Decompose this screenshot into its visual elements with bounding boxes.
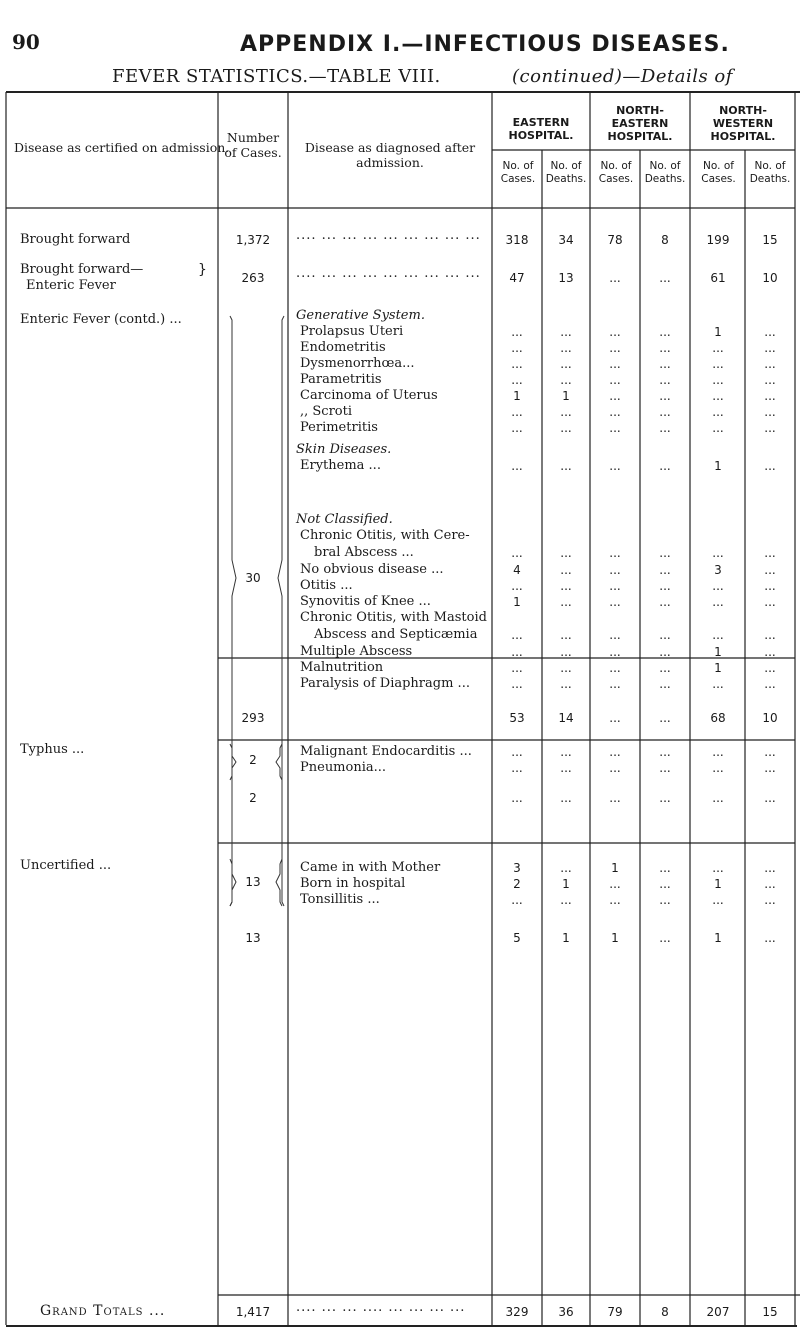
- not-classified-row-cell: ...: [511, 645, 523, 659]
- subtotal-typhus-num: 2: [249, 791, 257, 805]
- not-classified-row-label-cont: bral Abscess ...: [314, 545, 414, 560]
- row-num-brought-forward-enteric: 263: [241, 271, 265, 285]
- not-classified-row-cell: ...: [560, 563, 572, 577]
- header-eastern-hospital: EASTERN HOSPITAL.: [508, 116, 574, 142]
- uncertified-row-cell: ...: [609, 893, 621, 907]
- subtotal-uncertified-num: 13: [245, 931, 261, 945]
- not-classified-row-label: Otitis ...: [300, 578, 353, 593]
- generative-row-cell: ...: [659, 405, 671, 419]
- uncertified-row-label: Tonsillitis ...: [300, 892, 380, 907]
- generative-row-cell: ...: [659, 389, 671, 403]
- generative-row-cell: ...: [560, 405, 572, 419]
- uncertified-row-label: Born in hospital: [300, 876, 406, 891]
- cell: 78: [607, 233, 623, 247]
- not-classified-row-cell: 1: [513, 595, 521, 609]
- cell: 318: [505, 233, 529, 247]
- row-num-enteric-contd: 30: [245, 571, 261, 585]
- not-classified-row-cell: ...: [712, 628, 724, 642]
- generative-row-cell: 1: [562, 389, 570, 403]
- typhus-row-label: Malignant Endocarditis ...: [300, 744, 472, 759]
- not-classified-row-cell: ...: [659, 677, 671, 691]
- brace-icon: }: [198, 262, 207, 278]
- uncertified-row-cell: ...: [659, 877, 671, 891]
- cell: 47: [509, 271, 525, 285]
- header-north-western-cases: No. of Cases.: [701, 160, 736, 185]
- not-classified-row-cell: 4: [513, 563, 521, 577]
- cell: 34: [558, 233, 574, 247]
- not-classified-row-cell: ...: [764, 546, 776, 560]
- cell: 68: [710, 711, 726, 725]
- not-classified-row-cell: ...: [609, 546, 621, 560]
- typhus-row-cell: ...: [659, 745, 671, 759]
- cell: 53: [509, 711, 525, 725]
- section-skin: Skin Diseases.: [296, 442, 392, 457]
- grand-total-cell: 79: [607, 1305, 623, 1319]
- leader-dots: .... ... ... ... ... ... ... ... ...: [296, 228, 481, 243]
- header-disease-diagnosed: Disease as diagnosed after admission.: [304, 140, 476, 170]
- uncertified-row-cell: ...: [764, 877, 776, 891]
- not-classified-row-cell: ...: [764, 661, 776, 675]
- not-classified-row-cell: ...: [560, 579, 572, 593]
- table-title-main: FEVER STATISTICS.—TABLE VIII.: [112, 66, 441, 87]
- cell: 13: [558, 271, 574, 285]
- generative-row-label: Prolapsus Uteri: [300, 324, 404, 339]
- subtotal-uncertified-cell: 1: [562, 931, 570, 945]
- generative-row-cell: ...: [764, 405, 776, 419]
- cell: 10: [762, 711, 778, 725]
- not-classified-row-cell: ...: [609, 677, 621, 691]
- generative-row-cell: ...: [712, 341, 724, 355]
- uncertified-row-cell: ...: [560, 861, 572, 875]
- subtotal-typhus-cell: ...: [659, 791, 671, 805]
- header-north-western-deaths: No. of Deaths.: [749, 160, 791, 185]
- generative-row-cell: ...: [609, 325, 621, 339]
- generative-row-cell: ...: [511, 373, 523, 387]
- uncertified-row-cell: 1: [714, 877, 722, 891]
- not-classified-row-label: Malnutrition: [300, 660, 384, 675]
- header-north-western-hospital: NORTH-WESTERN HOSPITAL.: [710, 104, 776, 143]
- row-label-brought-forward-1: Brought forward—: [20, 262, 144, 277]
- generative-row-cell: ...: [764, 421, 776, 435]
- typhus-row-cell: ...: [764, 745, 776, 759]
- generative-row-cell: ...: [712, 357, 724, 371]
- not-classified-row-cell: ...: [712, 677, 724, 691]
- typhus-row-cell: ...: [609, 745, 621, 759]
- generative-row-cell: ...: [659, 325, 671, 339]
- not-classified-row-cell: ...: [659, 661, 671, 675]
- generative-row-cell: ...: [609, 373, 621, 387]
- skin-row-label: Erythema ...: [300, 458, 381, 473]
- generative-row-cell: ...: [511, 421, 523, 435]
- generative-row-cell: ...: [609, 341, 621, 355]
- not-classified-row-cell: ...: [560, 595, 572, 609]
- cell: ...: [659, 711, 671, 725]
- subtotal-typhus-cell: ...: [712, 791, 724, 805]
- generative-row-cell: ...: [609, 389, 621, 403]
- generative-row-cell: ...: [659, 421, 671, 435]
- subtotal-uncertified-cell: ...: [764, 931, 776, 945]
- generative-row-label: Dysmenorrhœa...: [300, 356, 415, 371]
- not-classified-row-label: No obvious disease ...: [300, 562, 444, 577]
- not-classified-row-cell: 1: [714, 661, 722, 675]
- not-classified-row-cell: 1: [714, 645, 722, 659]
- typhus-row-label: Pneumonia...: [300, 760, 387, 775]
- skin-row-cell: ...: [659, 459, 671, 473]
- grand-total-cell: 36: [558, 1305, 574, 1319]
- cell: 14: [558, 711, 574, 725]
- subtotal-typhus-cell: ...: [511, 791, 523, 805]
- typhus-row-cell: ...: [764, 761, 776, 775]
- subtotal-enteric-num: 293: [241, 711, 265, 725]
- generative-row-cell: ...: [764, 389, 776, 403]
- not-classified-row-cell: ...: [659, 645, 671, 659]
- skin-row-cell: ...: [511, 459, 523, 473]
- not-classified-row-cell: ...: [560, 677, 572, 691]
- generative-row-cell: ...: [560, 421, 572, 435]
- not-classified-row-cell: ...: [764, 645, 776, 659]
- uncertified-row-cell: ...: [659, 893, 671, 907]
- subtotal-uncertified-cell: 1: [611, 931, 619, 945]
- generative-row-cell: ...: [712, 389, 724, 403]
- generative-row-cell: ...: [609, 357, 621, 371]
- not-classified-row-cell: ...: [560, 628, 572, 642]
- uncertified-row-cell: 1: [562, 877, 570, 891]
- skin-row-cell: ...: [609, 459, 621, 473]
- subtotal-typhus-cell: ...: [764, 791, 776, 805]
- not-classified-row-cell: ...: [511, 628, 523, 642]
- uncertified-row-cell: 1: [611, 861, 619, 875]
- not-classified-row-cell: ...: [764, 579, 776, 593]
- generative-row-cell: ...: [659, 373, 671, 387]
- not-classified-row-cell: ...: [659, 628, 671, 642]
- generative-row-label: ,, Scroti: [300, 404, 353, 419]
- leader-dots: .... ... ... .... ... ... ... ...: [296, 1300, 466, 1315]
- not-classified-row-cell: ...: [609, 661, 621, 675]
- section-not-classified: Not Classified.: [296, 512, 393, 527]
- uncertified-row-cell: 2: [513, 877, 521, 891]
- cell: 10: [762, 271, 778, 285]
- row-label-typhus: Typhus ...: [20, 742, 85, 757]
- typhus-row-cell: ...: [609, 761, 621, 775]
- not-classified-row-cell: ...: [764, 595, 776, 609]
- cell: ...: [609, 711, 621, 725]
- not-classified-row-cell: ...: [511, 579, 523, 593]
- not-classified-row-cell: ...: [659, 563, 671, 577]
- not-classified-row-cell: ...: [712, 546, 724, 560]
- typhus-row-cell: ...: [560, 761, 572, 775]
- generative-row-cell: 1: [513, 389, 521, 403]
- not-classified-row-cell: ...: [609, 645, 621, 659]
- generative-row-cell: ...: [764, 341, 776, 355]
- generative-row-cell: ...: [560, 341, 572, 355]
- typhus-row-cell: ...: [560, 745, 572, 759]
- generative-row-cell: ...: [560, 373, 572, 387]
- not-classified-row-cell: ...: [712, 595, 724, 609]
- row-label-uncertified: Uncertified ...: [20, 858, 112, 873]
- not-classified-row-cell: ...: [659, 546, 671, 560]
- section-generative: Generative System.: [296, 308, 425, 323]
- cell: 15: [762, 233, 778, 247]
- not-classified-row-cell: ...: [511, 546, 523, 560]
- not-classified-row-cell: ...: [560, 661, 572, 675]
- header-north-eastern-deaths: No. of Deaths.: [644, 160, 686, 185]
- row-num-typhus: 2: [249, 753, 257, 767]
- generative-row-cell: ...: [511, 357, 523, 371]
- not-classified-row-label: Paralysis of Diaphragm ...: [300, 676, 470, 691]
- generative-row-cell: ...: [511, 341, 523, 355]
- uncertified-row-cell: ...: [659, 861, 671, 875]
- not-classified-row-cell: ...: [712, 579, 724, 593]
- header-north-eastern-cases: No. of Cases.: [598, 160, 634, 185]
- subtotal-typhus-cell: ...: [560, 791, 572, 805]
- header-disease-certified: Disease as certified on admission.: [14, 140, 230, 155]
- generative-row-label: Parametritis: [300, 372, 382, 387]
- uncertified-row-cell: ...: [560, 893, 572, 907]
- generative-row-cell: ...: [764, 325, 776, 339]
- grand-total-cell: 329: [505, 1305, 529, 1319]
- not-classified-row-label-cont: Abscess and Septicæmia: [314, 627, 478, 642]
- generative-row-label: Endometritis: [300, 340, 386, 355]
- table-title-continued: (continued)—Details of: [512, 66, 733, 87]
- row-num-grand-totals: 1,417: [235, 1305, 271, 1319]
- header-north-eastern-hospital: NORTH-EASTERN HOSPITAL.: [607, 104, 673, 143]
- generative-row-cell: ...: [712, 405, 724, 419]
- cell: ...: [609, 271, 621, 285]
- not-classified-row-cell: ...: [609, 579, 621, 593]
- generative-row-cell: 1: [714, 325, 722, 339]
- leader-dots: .... ... ... ... ... ... ... ... ...: [296, 266, 481, 281]
- row-num-uncertified: 13: [245, 875, 261, 889]
- not-classified-row-cell: ...: [659, 579, 671, 593]
- not-classified-row-cell: ...: [764, 563, 776, 577]
- row-label-brought-forward: Brought forward: [20, 232, 131, 247]
- not-classified-row-label: Synovitis of Knee ...: [300, 594, 431, 609]
- cell: ...: [659, 271, 671, 285]
- not-classified-row-cell: ...: [609, 563, 621, 577]
- generative-row-cell: ...: [560, 357, 572, 371]
- page-number: 90: [12, 30, 40, 54]
- not-classified-row-label: Chronic Otitis, with Mastoid: [300, 610, 487, 625]
- generative-row-cell: ...: [609, 421, 621, 435]
- uncertified-row-cell: ...: [712, 893, 724, 907]
- generative-row-label: Carcinoma of Uterus: [300, 388, 438, 403]
- uncertified-row-cell: 3: [513, 861, 521, 875]
- skin-row-cell: 1: [714, 459, 722, 473]
- row-label-brought-forward-2: Enteric Fever: [26, 278, 116, 293]
- generative-row-cell: ...: [659, 341, 671, 355]
- uncertified-row-label: Came in with Mother: [300, 860, 441, 875]
- skin-row-cell: ...: [560, 459, 572, 473]
- header-eastern-deaths: No. of Deaths.: [545, 160, 587, 185]
- generative-row-cell: ...: [560, 325, 572, 339]
- running-head: APPENDIX I.—INFECTIOUS DISEASES.: [240, 32, 730, 57]
- not-classified-row-label: Chronic Otitis, with Cere-: [300, 528, 470, 543]
- generative-row-cell: ...: [764, 373, 776, 387]
- typhus-row-cell: ...: [659, 761, 671, 775]
- not-classified-row-label: Multiple Abscess: [300, 644, 413, 659]
- not-classified-row-cell: ...: [659, 595, 671, 609]
- cell: 61: [710, 271, 726, 285]
- row-label-grand-totals: Grand Totals ...: [40, 1303, 166, 1319]
- generative-row-cell: ...: [764, 357, 776, 371]
- uncertified-row-cell: ...: [609, 877, 621, 891]
- generative-row-cell: ...: [511, 325, 523, 339]
- uncertified-row-cell: ...: [764, 861, 776, 875]
- uncertified-row-cell: ...: [764, 893, 776, 907]
- row-label-enteric-contd: Enteric Fever (contd.) ...: [20, 312, 182, 327]
- typhus-row-cell: ...: [712, 745, 724, 759]
- cell: 8: [661, 233, 669, 247]
- typhus-row-cell: ...: [511, 745, 523, 759]
- header-number-of-cases: Number of Cases.: [224, 130, 282, 160]
- generative-row-label: Perimetritis: [300, 420, 378, 435]
- grand-total-cell: 15: [762, 1305, 778, 1319]
- not-classified-row-cell: 3: [714, 563, 722, 577]
- header-eastern-cases: No. of Cases.: [500, 160, 536, 185]
- generative-row-cell: ...: [659, 357, 671, 371]
- row-num-brought-forward: 1,372: [235, 233, 271, 247]
- typhus-row-cell: ...: [511, 761, 523, 775]
- not-classified-row-cell: ...: [560, 546, 572, 560]
- subtotal-uncertified-cell: ...: [659, 931, 671, 945]
- grand-total-cell: 207: [706, 1305, 730, 1319]
- cell: 199: [706, 233, 730, 247]
- generative-row-cell: ...: [712, 421, 724, 435]
- typhus-row-cell: ...: [712, 761, 724, 775]
- uncertified-row-cell: ...: [511, 893, 523, 907]
- not-classified-row-cell: ...: [609, 628, 621, 642]
- subtotal-uncertified-cell: 1: [714, 931, 722, 945]
- generative-row-cell: ...: [712, 373, 724, 387]
- not-classified-row-cell: ...: [764, 628, 776, 642]
- grand-total-cell: 8: [661, 1305, 669, 1319]
- subtotal-uncertified-cell: 5: [513, 931, 521, 945]
- not-classified-row-cell: ...: [511, 661, 523, 675]
- subtotal-typhus-cell: ...: [609, 791, 621, 805]
- not-classified-row-cell: ...: [764, 677, 776, 691]
- generative-row-cell: ...: [511, 405, 523, 419]
- generative-row-cell: ...: [609, 405, 621, 419]
- not-classified-row-cell: ...: [560, 645, 572, 659]
- skin-row-cell: ...: [764, 459, 776, 473]
- not-classified-row-cell: ...: [609, 595, 621, 609]
- uncertified-row-cell: ...: [712, 861, 724, 875]
- not-classified-row-cell: ...: [511, 677, 523, 691]
